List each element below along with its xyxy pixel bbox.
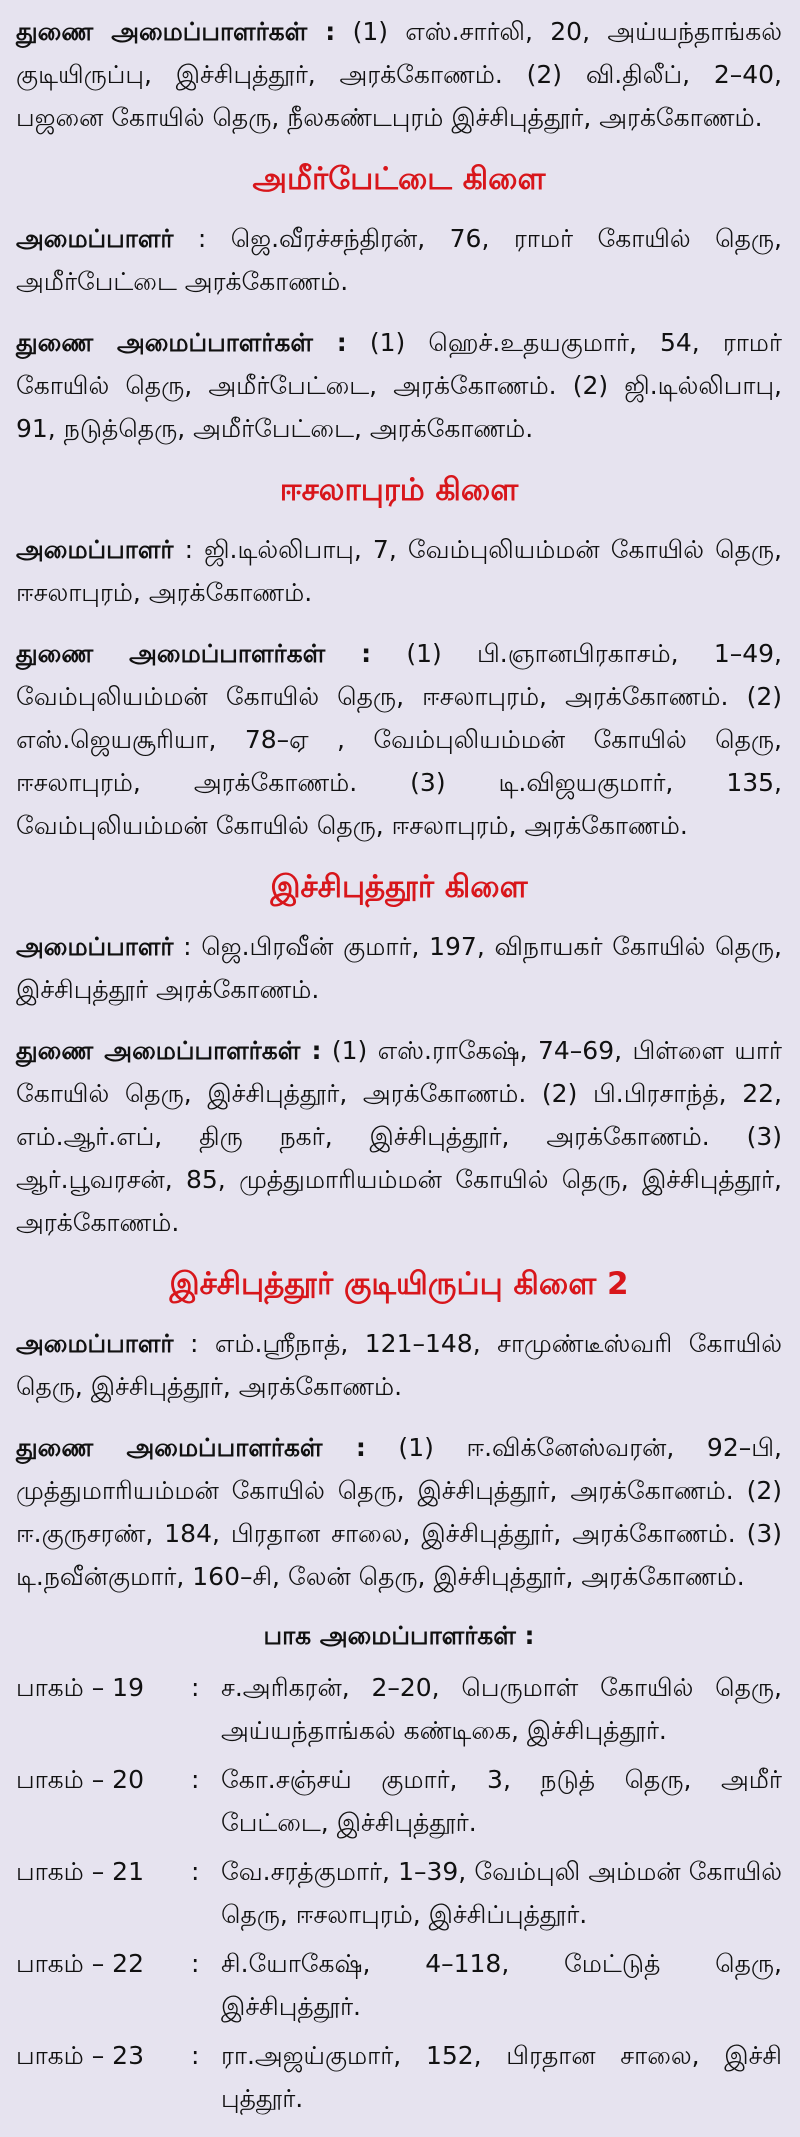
deputy-paragraph (16, 1029, 782, 1244)
organizer-text: : எம்.ஸ்ரீநாத், 121–148, சாமுண்டீஸ்வரி கோயில் தெரு, இச்சிபுத்தூர், அரக்கோணம். (16, 1329, 782, 1401)
booth-separator: : (191, 1857, 200, 1886)
organizer-label: அமைப்பாளர் (16, 1329, 174, 1358)
deputy-text: (1) ஹெச்.உதயகுமார், 54, ராமர் கோயில் தெரு, அமீர்பேட்டை, அரக்கோணம். (2) ஜி.டில்லிபாபு, 91, நடுத்தெரு, அமீர்பேட்டை, அரக்கோணம். (16, 328, 782, 443)
organizer-paragraph (16, 925, 782, 1011)
booth-row (16, 1850, 782, 1936)
organizer-label: அமைப்பாளர் (16, 535, 174, 564)
booth-detail: கோ.சஞ்சய் குமார், 3, நடுத் தெரு, அமீர் பேட்டை, இச்சிபுத்தூர். (221, 1765, 782, 1837)
deputy-label: துணை அமைப்பாளர்கள் : (16, 1433, 366, 1462)
booth-number: பாகம் – 22 (16, 1949, 144, 1978)
deputy-paragraph (16, 321, 782, 450)
booth-heading: பாக அமைப்பாளர்கள் : (263, 1621, 535, 1650)
booth-separator: : (191, 2041, 200, 2070)
deputy-text: (1) பி.ஞானபிரகாசம், 1–49, வேம்புலியம்மன் கோயில் தெரு, ஈசலாபுரம், அரக்கோணம். (2) எஸ்.ஜெயசூரியா, 78–ஏ , வேம்புலியம்மன் கோயில் தெரு, ஈசலாபுரம், அரக்கோணம். (3) டி.விஜயகுமார், 135, வேம்புலியம்மன் கோயில் தெரு, ஈசலாபுரம், அரக்கோணம். (16, 639, 782, 840)
branch-title: ஈசலாபுரம் கிளை (279, 472, 519, 508)
deputy-label: துணை அமைப்பாளர்கள் : (16, 328, 347, 357)
booth-separator: : (191, 1949, 200, 1978)
deputy-text: (1) ஈ.விக்னேஸ்வரன், 92–பி, முத்துமாரியம்மன் கோயில் தெரு, இச்சிபுத்தூர், அரக்கோணம். (2) ஈ.குருசரண், 184, பிரதான சாலை, இச்சிபுத்தூர், அரக்கோணம். (3) டி.நவீன்குமார், 160–சி, லேன் தெரு, இச்சிபுத்தூர், அரக்கோணம். (16, 1433, 782, 1591)
booth-separator: : (191, 1673, 200, 1702)
booth-number: பாகம் – 19 (16, 1673, 144, 1702)
booth-detail: ரா.அஜய்குமார், 152, பிரதான சாலை, இச்சி புத்தூர். (221, 2041, 782, 2113)
deputy-label: துணை அமைப்பாளர்கள் : (16, 17, 336, 46)
booth-detail: சி.யோகேஷ், 4–118, மேட்டுத் தெரு, இச்சிபுத்தூர். (221, 1949, 782, 2021)
deputy-text: (1) எஸ்.ராகேஷ், 74–69, பிள்ளை யார் கோயில் தெரு, இச்சிபுத்தூர், அரக்கோணம். (2) பி.பிரசாந்த், 22, எம்.ஆர்.எப், திரு நகர், இச்சிபுத்தூர், அரக்கோணம். (3) ஆர்.பூவரசன், 85, முத்துமாரியம்மன் கோயில் தெரு, இச்சிபுத்தூர், அரக்கோணம். (16, 1036, 782, 1237)
organizer-text: : ஜெ.பிரவீன் குமார், 197, விநாயகர் கோயில் தெரு, இச்சிபுத்தூர் அரக்கோணம். (16, 932, 782, 1004)
deputy-label: துணை அமைப்பாளர்கள் : (16, 639, 372, 668)
organizer-label: அமைப்பாளர் (16, 932, 174, 961)
booth-separator: : (191, 1765, 200, 1794)
organizer-text: : ஜெ.வீரச்சந்திரன், 76, ராமர் கோயில் தெரு, அமீர்பேட்டை அரக்கோணம். (16, 224, 782, 296)
organizer-paragraph (16, 528, 782, 614)
organizer-label: அமைப்பாளர் (16, 224, 174, 253)
branch-title: இச்சிபுத்தூர் குடியிருப்பு கிளை 2 (169, 1266, 629, 1302)
booth-row (16, 1942, 782, 2028)
deputy-label: துணை அமைப்பாளர்கள் : (16, 1036, 322, 1065)
booth-detail: ச.அரிகரன், 2–20, பெருமாள் கோயில் தெரு, அய்யந்தாங்கல் கண்டிகை, இச்சிபுத்தூர். (221, 1673, 782, 1745)
organizer-text: : ஜி.டில்லிபாபு, 7, வேம்புலியம்மன் கோயில் தெரு, ஈசலாபுரம், அரக்கோணம். (16, 535, 782, 607)
booth-number: பாகம் – 20 (16, 1765, 144, 1794)
organizer-paragraph (16, 217, 782, 303)
booth-number: பாகம் – 23 (16, 2041, 144, 2070)
booth-number: பாகம் – 21 (16, 1857, 144, 1886)
deputy-paragraph (16, 1426, 782, 1598)
booth-detail: வே.சரத்குமார், 1–39, வேம்புலி அம்மன் கோயில் தெரு, ஈசலாபுரம், இச்சிப்புத்தூர். (221, 1857, 782, 1929)
booth-row (16, 2034, 782, 2120)
branch-title: அமீர்பேட்டை கிளை (252, 161, 546, 197)
deputy-paragraph (16, 632, 782, 847)
booth-row (16, 1666, 782, 1752)
branch-title: இச்சிபுத்தூர் கிளை (270, 869, 528, 905)
booth-row (16, 1758, 782, 1844)
deputy-text: (1) எஸ்.சார்லி, 20, அய்யந்தாங்கல் குடியிருப்பு, இச்சிபுத்தூர், அரக்கோணம். (2) வி.திலீப், 2–40, பஜனை கோயில் தெரு, நீலகண்டபுரம் இச்சிபுத்தூர், அரக்கோணம். (16, 17, 782, 132)
organizer-paragraph (16, 1322, 782, 1408)
top-deputy-paragraph (16, 10, 782, 139)
